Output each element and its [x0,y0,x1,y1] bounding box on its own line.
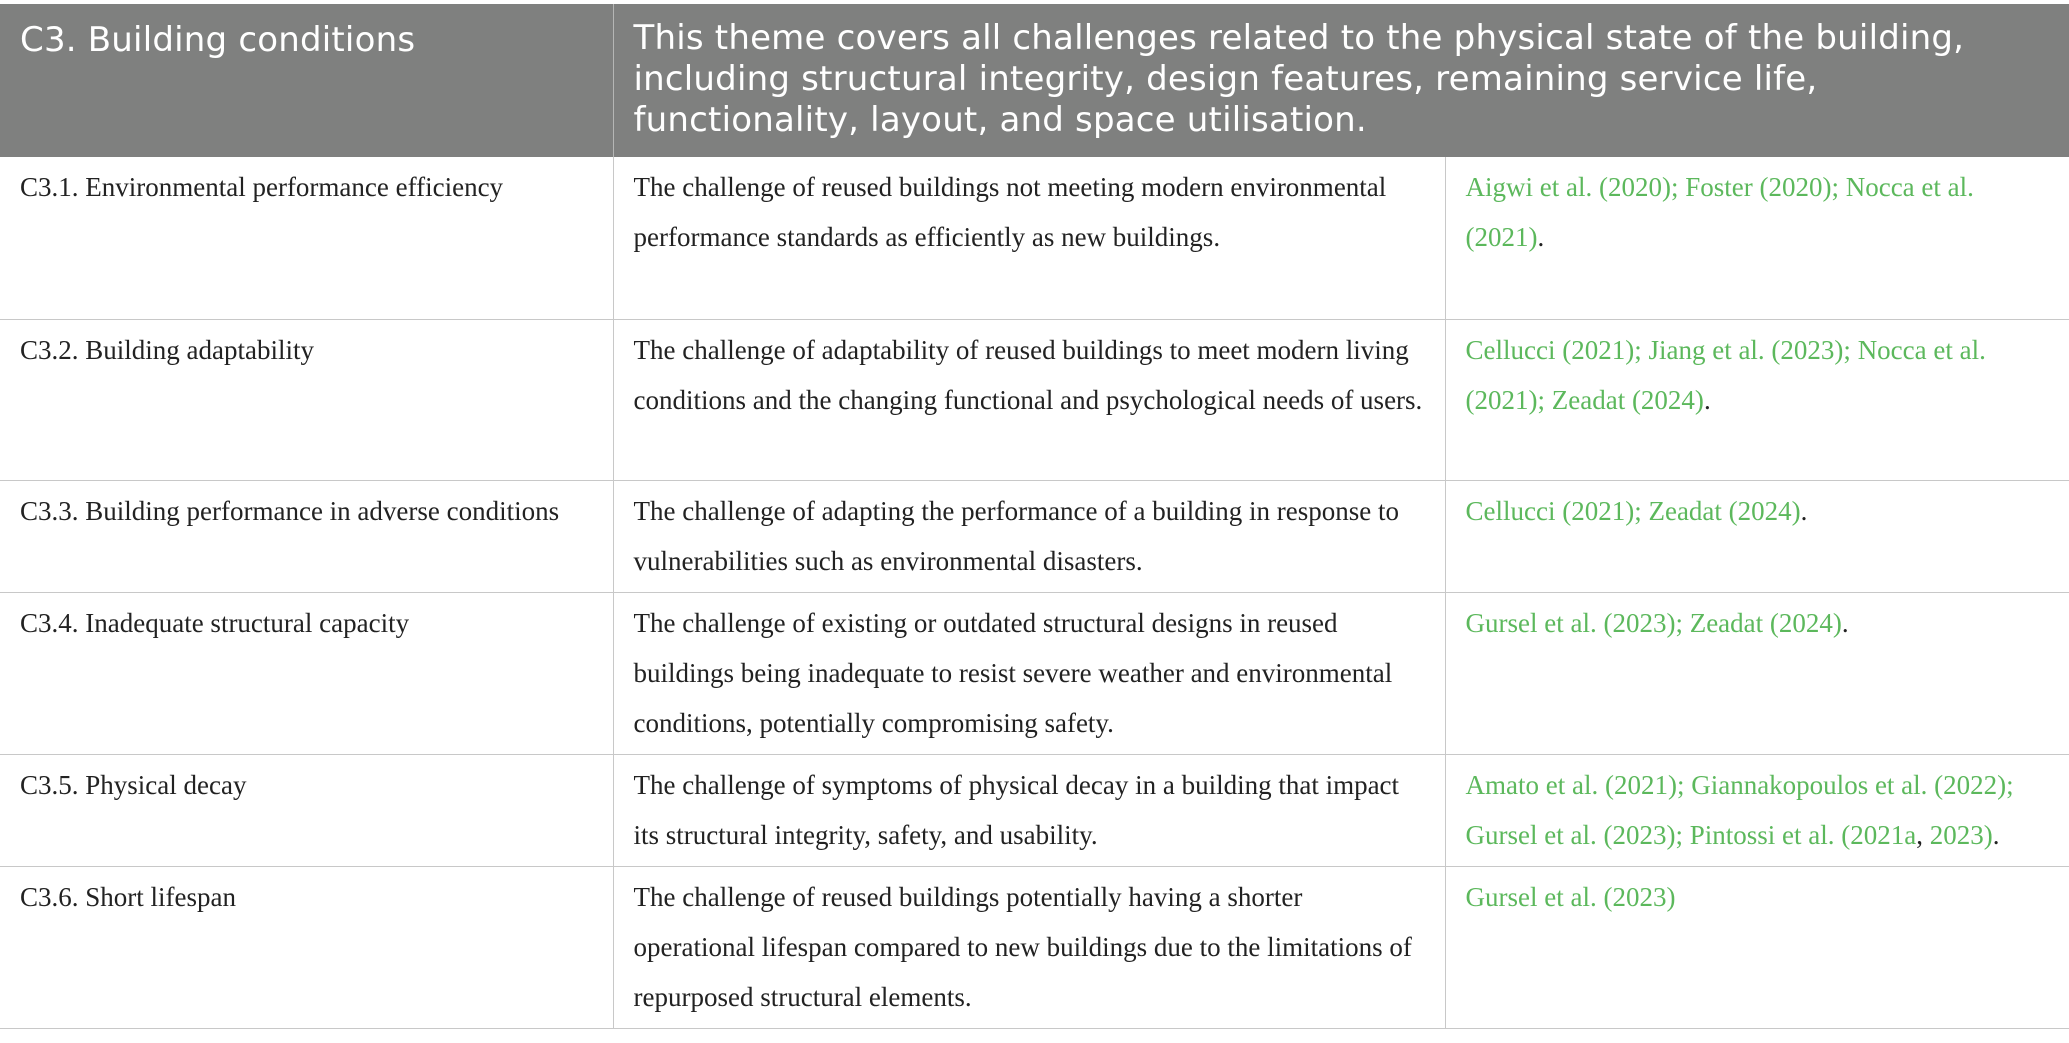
table-row [0,157,2069,319]
challenge-description: The challenge of adapting the performance of a building in response to vulnerabilities such as environmental disasters. [613,480,1445,592]
table-row [0,866,2069,1028]
reference-separator: ; [1537,384,1552,415]
challenge-references [1445,866,2069,1028]
challenge-code: C3.3. Building performance in adverse conditions [0,480,613,592]
reference-end-punctuation: . [1841,607,1849,638]
reference-link[interactable]: Gursel et al. (2023) [1465,881,1676,912]
challenge-references [1445,754,2069,866]
reference-link[interactable]: Zeadat (2024) [1551,384,1704,415]
reference-link[interactable]: Cellucci (2021) [1465,334,1635,365]
reference-end-punctuation: . [1703,384,1711,415]
reference-link[interactable]: Jiang et al. (2023) [1648,334,1844,365]
theme-code-heading: C3. Building conditions [0,4,613,157]
reference-separator: ; [1675,607,1690,638]
reference-link[interactable]: Aigwi et al. (2020) [1465,172,1671,202]
reference-link[interactable]: 2023) [1929,819,1993,850]
challenge-code: C3.4. Inadequate structural capacity [0,592,613,754]
table-row [0,319,2069,480]
reference-link[interactable]: Zeadat (2024) [1648,495,1801,526]
challenge-references [1445,592,2069,754]
table-row [0,754,2069,866]
reference-link[interactable]: Giannakopoulos et al. (2022) [1691,769,2007,800]
challenge-references [1445,157,2069,319]
reference-link[interactable]: Nocca et al. (2021) [1465,172,1974,252]
reference-separator: ; [1843,334,1858,365]
reference-link[interactable]: Pintossi et al. (2021a [1689,819,1917,850]
reference-separator: ; [1634,495,1649,526]
reference-link[interactable]: Gursel et al. (2023) [1465,607,1676,638]
challenges-table [0,4,2069,1029]
reference-end-punctuation: . [1800,495,1808,526]
challenge-code: C3.6. Short lifespan [0,866,613,1028]
reference-end-punctuation: . [1992,819,2000,850]
table-header-row [0,4,2069,157]
challenge-description: The challenge of existing or outdated structural designs in reused buildings being inadequate to resist severe weather and environmental conditions, potentially compromising safety. [613,592,1445,754]
reference-link[interactable]: Foster (2020) [1685,172,1832,202]
challenge-references [1445,480,2069,592]
challenge-references [1445,319,2069,480]
reference-separator: ; [1634,334,1649,365]
challenge-description: The challenge of reused buildings potentially having a shorter operational lifespan compared to new buildings due to the limitations of repurposed structural elements. [613,866,1445,1028]
challenge-code: C3.5. Physical decay [0,754,613,866]
reference-separator: ; [2006,769,2014,800]
reference-link[interactable]: Nocca et al. (2021) [1465,334,1986,415]
reference-link[interactable]: Amato et al. (2021) [1465,769,1677,800]
reference-link[interactable]: Gursel et al. (2023) [1465,819,1676,850]
challenge-description: The challenge of adaptability of reused buildings to meet modern living conditions and the changing functional and psychological needs of users. [613,319,1445,480]
reference-separator: , [1916,819,1930,850]
reference-separator: ; [1676,769,1692,800]
reference-separator: ; [1670,172,1686,202]
reference-end-punctuation: . [1537,222,1545,252]
table-row [0,592,2069,754]
challenge-description: The challenge of reused buildings not meeting modern environmental performance standards as efficiently as new buildings. [613,157,1445,319]
table-row [0,480,2069,592]
challenge-code: C3.1. Environmental performance efficiency [0,157,613,319]
theme-description-heading: This theme covers all challenges related to the physical state of the building, including structural integrity, design features, remaining service life, functionality, layout, and space utilisation. [613,4,2069,157]
challenge-description: The challenge of symptoms of physical decay in a building that impact its structural integrity, safety, and usability. [613,754,1445,866]
reference-separator: ; [1831,172,1846,202]
reference-link[interactable]: Zeadat (2024) [1689,607,1842,638]
reference-separator: ; [1675,819,1690,850]
reference-link[interactable]: Cellucci (2021) [1465,495,1635,526]
challenge-code: C3.2. Building adaptability [0,319,613,480]
